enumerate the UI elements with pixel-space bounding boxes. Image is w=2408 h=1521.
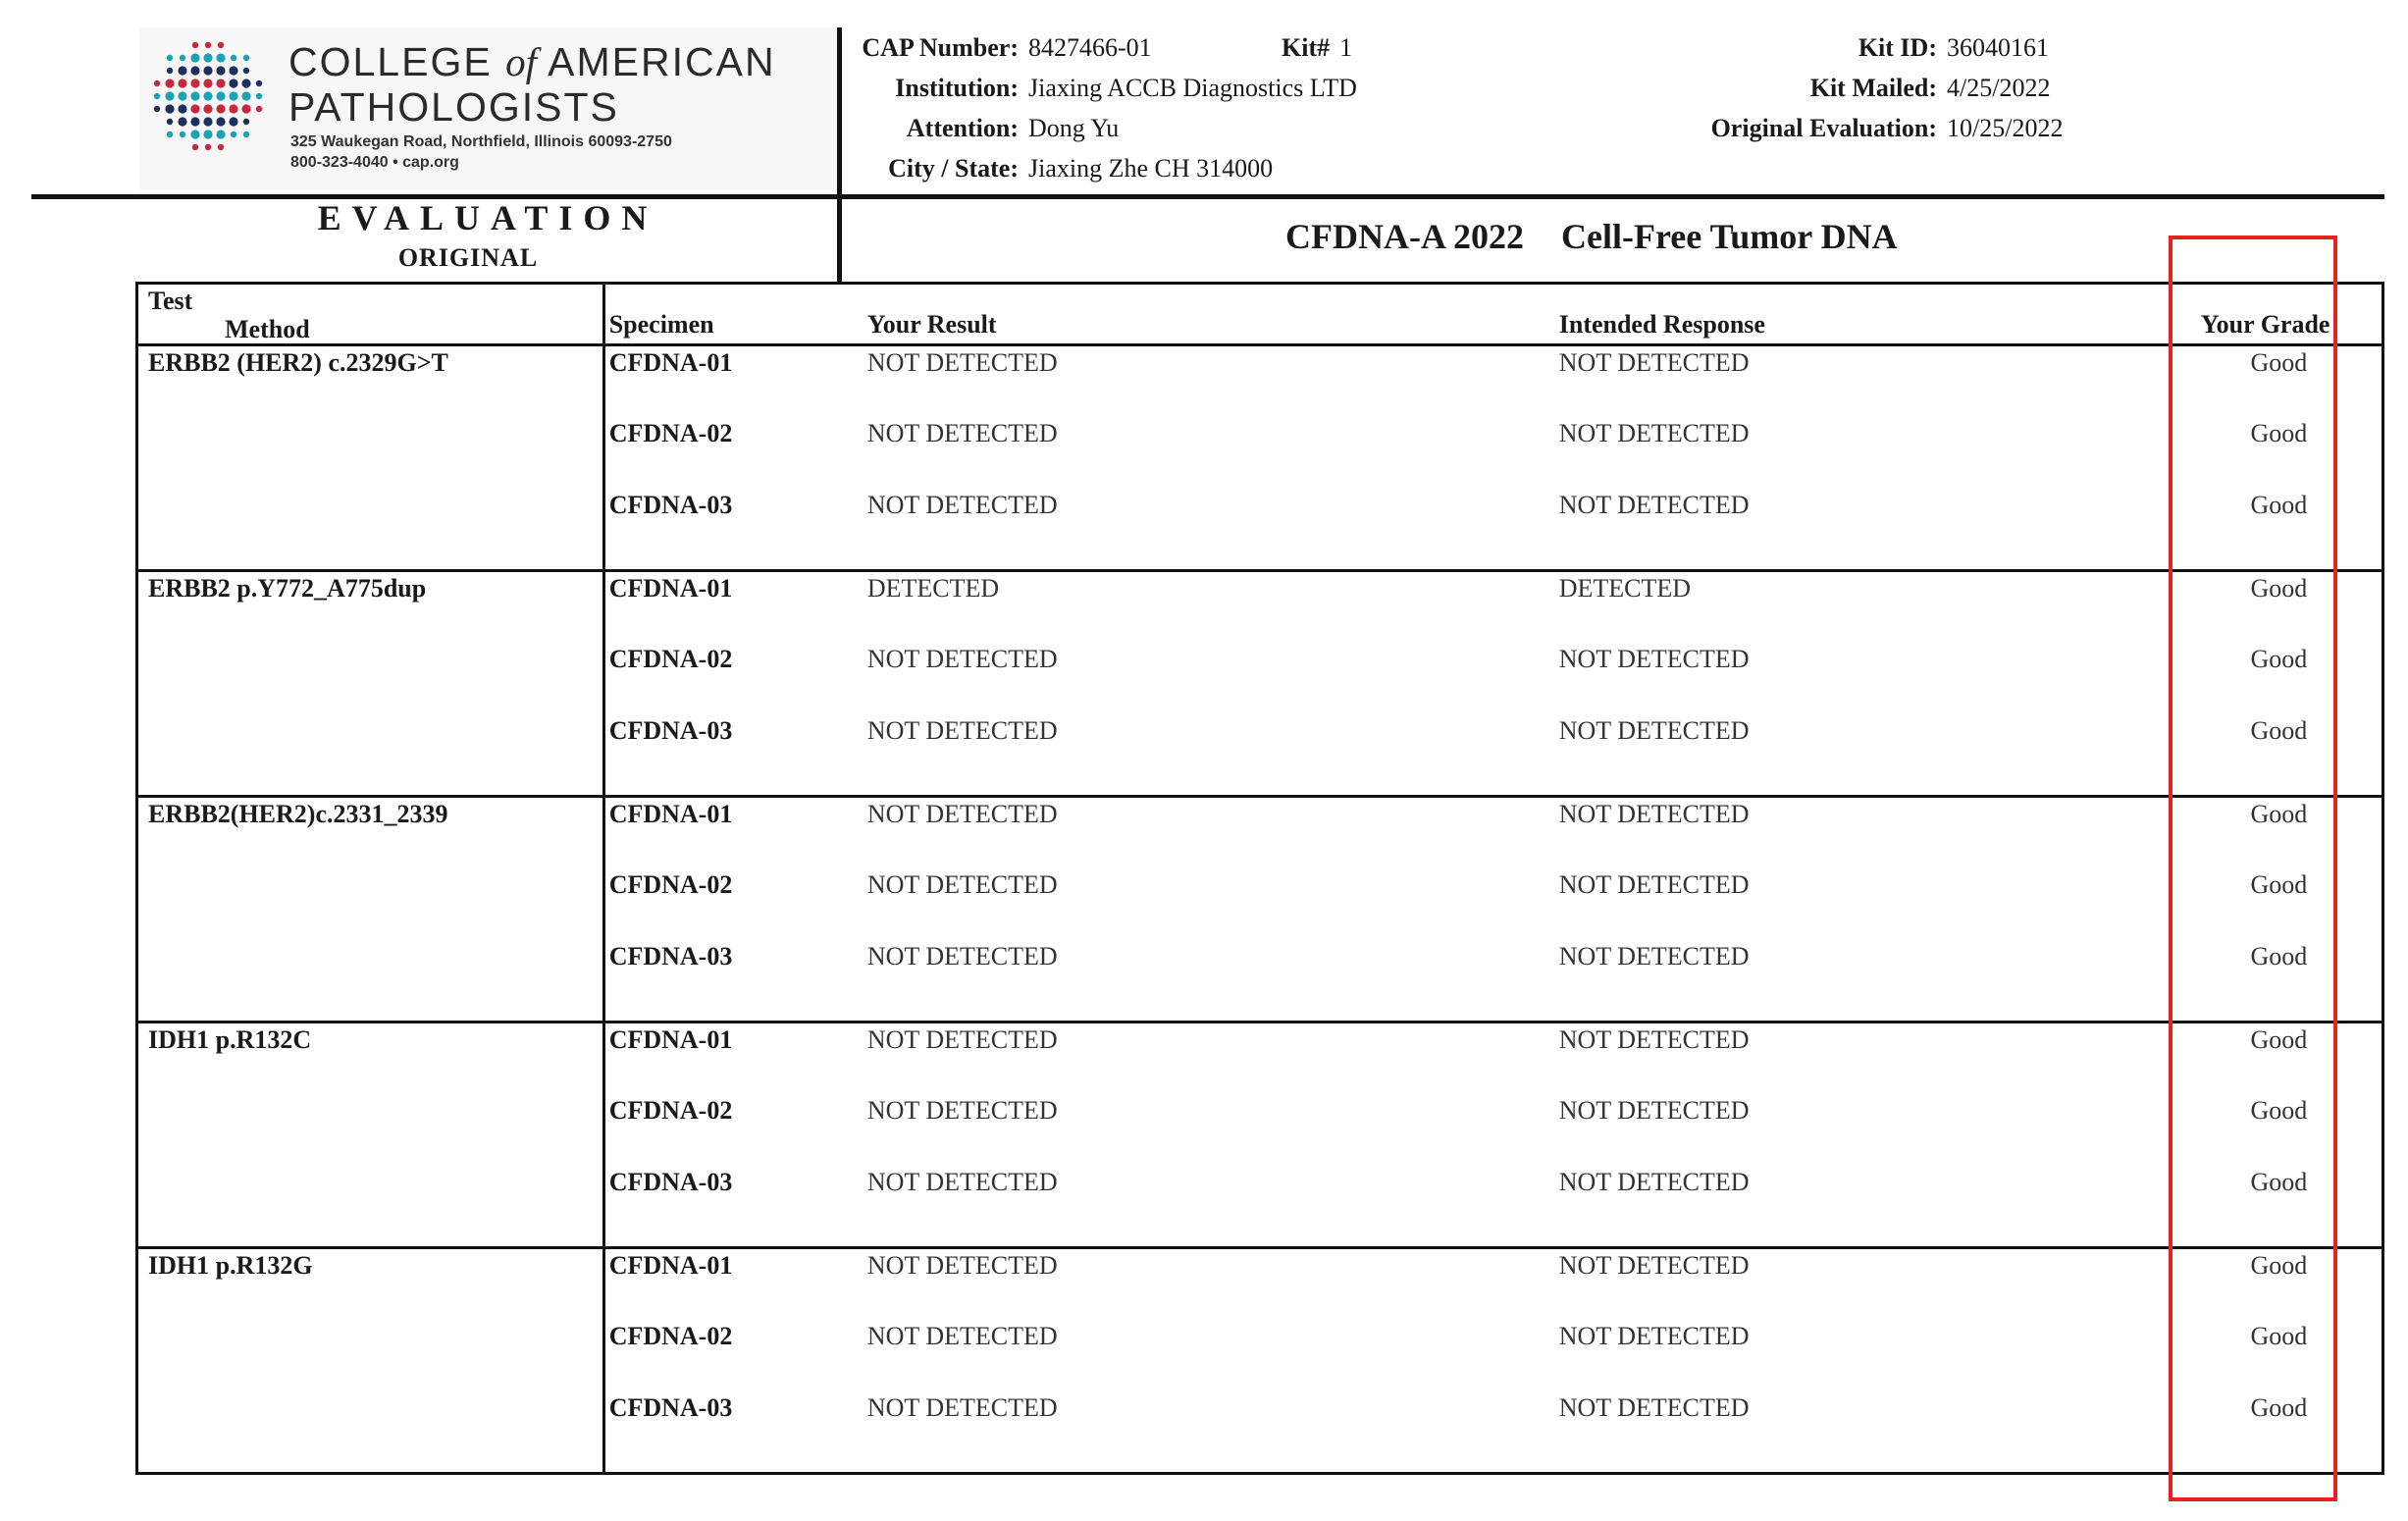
specimen: CFDNA-02 xyxy=(608,1095,733,1125)
city-state-label: City / State: xyxy=(888,153,1019,183)
your-result: NOT DETECTED xyxy=(866,644,1058,673)
kit-number-field xyxy=(1282,27,1352,68)
intended-response: NOT DETECTED xyxy=(1558,644,1750,673)
kit-mailed: 4/25/2022 xyxy=(1947,73,2051,102)
table-row xyxy=(137,345,2383,417)
original-evaluation: 10/25/2022 xyxy=(1947,113,2064,142)
specimen: CFDNA-01 xyxy=(608,574,733,603)
intended-response: NOT DETECTED xyxy=(1558,418,1750,447)
specimen: CFDNA-02 xyxy=(608,869,733,899)
intended-response: DETECTED xyxy=(1558,574,1692,603)
your-result: NOT DETECTED xyxy=(866,1095,1058,1125)
grade: Good xyxy=(2176,1166,2383,1248)
your-result: NOT DETECTED xyxy=(866,1025,1058,1054)
institution: Jiaxing ACCB Diagnostics LTD xyxy=(1028,73,1357,102)
evaluation-subtitle: ORIGINAL xyxy=(397,243,539,272)
intended-response: NOT DETECTED xyxy=(1559,1391,2176,1474)
grade: Good xyxy=(2176,1248,2383,1320)
intended-response: NOT DETECTED xyxy=(1558,1251,1750,1280)
grade: Good xyxy=(2176,1094,2383,1166)
kit-mailed-label: Kit Mailed: xyxy=(1809,73,1937,102)
cap-number: 8427466-01 xyxy=(1028,32,1152,62)
specimen: CFDNA-01 xyxy=(608,1025,733,1054)
city-state: Jiaxing Zhe CH 314000 xyxy=(1028,153,1274,183)
intended-response: NOT DETECTED xyxy=(1558,800,1750,828)
test-name: IDH1 p.R132G xyxy=(137,1248,604,1474)
header-your-grade: Your Grade xyxy=(2176,284,2383,345)
your-result: NOT DETECTED xyxy=(866,418,1058,447)
table-row xyxy=(137,797,2383,868)
specimen: CFDNA-02 xyxy=(608,1321,733,1350)
intended-response: NOT DETECTED xyxy=(1559,489,2176,571)
specimen: CFDNA-03 xyxy=(603,1166,867,1248)
your-result: NOT DETECTED xyxy=(866,348,1058,377)
grade: Good xyxy=(2176,571,2383,643)
grade: Good xyxy=(2176,643,2383,714)
kit-info-right xyxy=(1668,27,2063,148)
grade: Good xyxy=(2176,868,2383,940)
header-test-method xyxy=(137,284,604,345)
specimen: CFDNA-03 xyxy=(603,714,867,797)
original-evaluation-label: Original Evaluation: xyxy=(1710,113,1937,142)
intended-response: NOT DETECTED xyxy=(1559,1166,2176,1248)
table-row xyxy=(137,1248,2383,1320)
intended-response: NOT DETECTED xyxy=(1558,1321,1750,1350)
specimen: CFDNA-02 xyxy=(608,418,733,447)
intended-response: NOT DETECTED xyxy=(1558,869,1750,899)
specimen: CFDNA-03 xyxy=(603,1391,867,1474)
test-name: ERBB2(HER2)c.2331_2339 xyxy=(137,797,604,1023)
cap-number-label: CAP Number: xyxy=(862,32,1019,62)
your-result: NOT DETECTED xyxy=(866,1321,1058,1350)
cap-logo-icon xyxy=(151,39,265,153)
attention-label: Attention: xyxy=(906,113,1019,142)
results-table xyxy=(135,282,2384,1475)
grade: Good xyxy=(2176,345,2383,417)
kit-number: 1 xyxy=(1339,32,1353,62)
institution-label: Institution: xyxy=(895,73,1019,102)
results-body xyxy=(137,345,2383,1474)
grade: Good xyxy=(2176,1023,2383,1094)
program-code: CFDNA-A 2022 xyxy=(1285,217,1524,256)
intended-response: NOT DETECTED xyxy=(1559,714,2176,797)
org-address: 325 Waukegan Road, Northfield, Illinois 60093-2750 800-323-4040 • cap.org xyxy=(290,133,672,171)
specimen: CFDNA-01 xyxy=(608,348,733,377)
grade: Good xyxy=(2176,489,2383,571)
specimen: CFDNA-01 xyxy=(608,800,733,828)
header-test: Test xyxy=(148,287,193,315)
table-row xyxy=(137,1023,2383,1094)
your-result: NOT DETECTED xyxy=(867,714,1559,797)
grade: Good xyxy=(2176,417,2383,489)
your-result: NOT DETECTED xyxy=(866,869,1058,899)
intended-response: NOT DETECTED xyxy=(1558,1025,1750,1054)
cap-logo-block xyxy=(139,27,838,189)
your-result: NOT DETECTED xyxy=(867,489,1559,571)
grade: Good xyxy=(2176,940,2383,1023)
specimen: CFDNA-01 xyxy=(608,1251,733,1280)
your-result: NOT DETECTED xyxy=(867,940,1559,1023)
evaluation-title: EVALUATION xyxy=(317,198,658,237)
test-name: IDH1 p.R132C xyxy=(137,1023,604,1248)
your-result: NOT DETECTED xyxy=(867,1166,1559,1248)
kit-info-left xyxy=(846,27,1357,188)
intended-response: NOT DETECTED xyxy=(1558,1095,1750,1125)
org-name: COLLEGE of AMERICAN PATHOLOGISTS xyxy=(288,39,776,130)
specimen: CFDNA-03 xyxy=(603,489,867,571)
test-name: ERBB2 (HER2) c.2329G>T xyxy=(137,345,604,571)
your-result: DETECTED xyxy=(866,574,1000,603)
header-method: Method xyxy=(225,315,310,343)
your-result: NOT DETECTED xyxy=(867,1391,1559,1474)
table-row xyxy=(137,571,2383,643)
specimen: CFDNA-02 xyxy=(608,644,733,673)
header-divider-vertical xyxy=(837,27,842,285)
grade: Good xyxy=(2176,797,2383,868)
program-title xyxy=(1285,216,1898,257)
specimen: CFDNA-03 xyxy=(603,940,867,1023)
grade: Good xyxy=(2176,1391,2383,1474)
your-result: NOT DETECTED xyxy=(866,1251,1058,1280)
kit-id: 36040161 xyxy=(1947,32,2049,62)
attention: Dong Yu xyxy=(1028,113,1120,142)
header-specimen: Specimen xyxy=(603,284,867,345)
kit-id-label: Kit ID: xyxy=(1858,32,1937,62)
header-intended-response: Intended Response xyxy=(1559,284,2176,345)
program-name: Cell-Free Tumor DNA xyxy=(1560,217,1898,256)
your-result: NOT DETECTED xyxy=(866,800,1058,828)
grade: Good xyxy=(2176,714,2383,797)
test-name: ERBB2 p.Y772_A775dup xyxy=(137,571,604,797)
header-your-result: Your Result xyxy=(867,284,1559,345)
kit-number-label: Kit# xyxy=(1282,32,1331,62)
intended-response: NOT DETECTED xyxy=(1558,348,1750,377)
grade: Good xyxy=(2176,1320,2383,1391)
results-header-row xyxy=(137,284,2383,345)
intended-response: NOT DETECTED xyxy=(1559,940,2176,1023)
